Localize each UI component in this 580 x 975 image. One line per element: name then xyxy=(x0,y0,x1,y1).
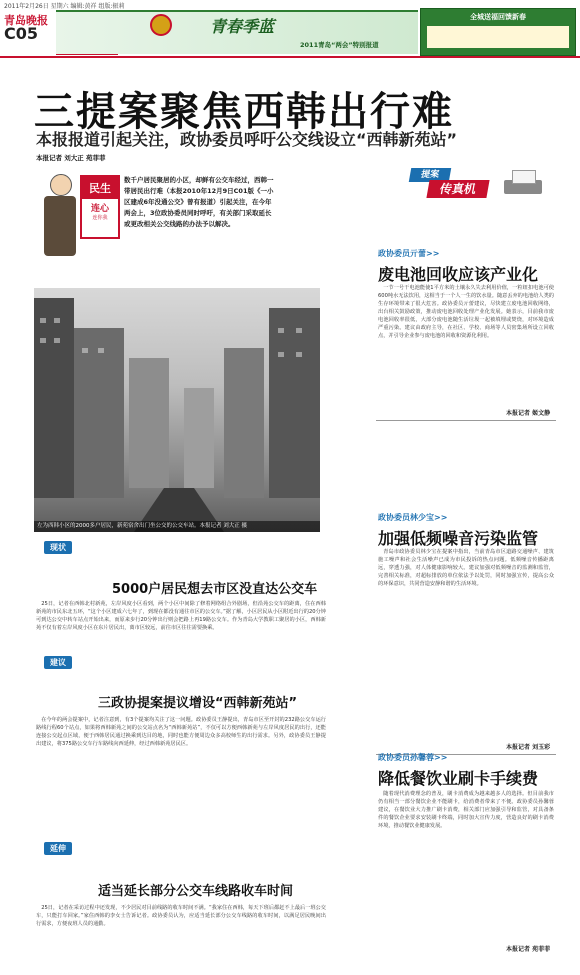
label-suggest: 建议 xyxy=(44,656,72,669)
title-extend: 适当延长部分公交车线路收车时间 xyxy=(98,884,294,899)
proposal-member-1: 政协委员亓蕾>> xyxy=(378,249,440,258)
paper-name: 青岛晚报 xyxy=(4,14,48,27)
proposal-sig-3: 本报记者 苑菲菲 xyxy=(506,946,551,953)
brand-logo: 青春季蓝 xyxy=(210,17,275,36)
emblem-icon xyxy=(150,14,172,36)
banner-text: 2011青岛“两会”特别报道 xyxy=(300,41,379,49)
page-subheadline: 本报报道引起关注，政协委员呼吁公交线设立“西韩新苑站” xyxy=(36,130,458,149)
cartoon-figure-icon xyxy=(36,168,86,268)
masthead-date: 2011年2月26日 星期六 编辑:黄祥 组版:振莉 xyxy=(4,3,125,10)
proposal-body-2: 青岛市政协委员林少宝在提案中指出，当前青岛市区道路交通噪声、建筑施工噪声和社会生活噪声已成为市民投诉的热点问题。低频噪音传播距离远，穿透力强，对人体健康影响较大。建议加强对低频噪音的监测和监管，完善相关标准，对超标排放的单位依法予以处罚，同时加强宣传，提高公众的环保意识，共同营造安静和谐的生活环境。 xyxy=(378,549,554,587)
title-suggest: 三政协提案提议增设“西韩新苑站” xyxy=(98,696,298,711)
label-status: 现状 xyxy=(44,541,72,554)
masthead-rule xyxy=(0,56,580,58)
badge xyxy=(80,175,120,239)
proposal-title-2: 加强低频噪音污染监管 xyxy=(378,529,539,548)
label-extend: 延伸 xyxy=(44,842,72,855)
proposal-body-3: 随着现代消费理念的普及，刷卡消费成为越来越多人的选择。但目前我市仍有相当一部分餐饮企业不能刷卡，给消费者带来了不便。政协委员孙馨蓉建议，在餐饮业大力推广刷卡消费，相关部门应加强引导和监管，对具备条件的餐饮企业要求安装刷卡终端，同时加大宣传力度，营造良好的刷卡消费环境，推动餐饮业健康发展。 xyxy=(378,791,554,829)
intro-paragraph: 数千户居民聚居的小区，却鲜有公交车经过，西韩一带居民出行难（本报2010年12月9日C01版《一小区建成6年没通公交》曾有报道）引起关注，在今年两会上，3位政协委员同时呼吁，有关部门采取延长或更改相关公交线路的办法予以解决。 xyxy=(124,176,274,228)
body-extend: 25日，记者在采访过程中还发现，不少居民对目前线路的收车时间不满。“我家住在西韩，每天下班后都赶不上最后一班公交车，只能打车回家。”家住西韩的李女士告诉记者。政协委员认为，应适当延长部分公交车线路的收车时间，以满足居民晚间出行需求，方便夜班人员的通勤。 xyxy=(36,905,326,927)
byline: 本报记者 刘大正 苑菲菲 xyxy=(36,154,106,162)
ad-body xyxy=(427,26,569,48)
street-photo xyxy=(34,288,320,532)
divider-1 xyxy=(376,420,556,421)
proposal-title-3: 降低餐饮业刷卡手续费 xyxy=(378,769,539,788)
photo-buildings xyxy=(34,288,320,532)
body-status: 25日，记者在西韩北村新苑，左岸风度小区看到，两个小区中间除了修着网络组合外剧场，但沿苑公交车的距离，住在西韩新苑的市民东北五环，“这个小区建成六七年了，到现在都没有通往市区的公交车。”据了解，小区居民从小区附近出行的20分钟可到达公交中转车站点开始出来，而原来步行20分钟出行则会把路上再19路公交车。作为青岛大学教职工聚居的小区，西韩新苑不仅有着左岸风度小区在东片居民出，离市区较远，前往市区往往需要换乘。 xyxy=(36,601,326,631)
proposal-title-1: 废电池回收应该产业化 xyxy=(378,265,539,284)
photo-caption: 左为西韩小区的2000多户居民，新苑宿舍出门坐公交的公交车站。本报记者 刘大正 摄 xyxy=(34,521,320,532)
page-number: C05 xyxy=(4,24,39,43)
proposal-sig-2: 本报记者 刘玉彩 xyxy=(506,744,551,751)
ad-box xyxy=(420,8,576,56)
proposal-fax-header xyxy=(404,168,554,200)
page-headline: 三提案聚焦西韩出行难 xyxy=(34,89,454,135)
proposal-member-3: 政协委员孙馨蓉>> xyxy=(378,753,448,762)
proposal-sig-1: 本报记者 姬文静 xyxy=(506,410,551,417)
fax-label: 提案 xyxy=(409,168,451,182)
badge-title: 民生 xyxy=(82,177,118,199)
badge-sub1: 连心 xyxy=(90,204,109,214)
proposal-body-1: 一节一号干电池能使1平方米的土壤永久失去利用价值，一粒纽扣电池可使600吨水无法饮用，这相当于一个人一生的饮水量。随意丢弃的电池给人类的生存环境带来了很大危害。政协委员亓蕾建议，尽快建立废电池回收网络，出台相关鼓励政策，推动废电池回收处理产业化发展。她表示，目前我市废电池回收率很低，大部分废电池随生活垃圾一起被填埋或焚烧，对环境造成严重污染。建议由政府主导，在社区、学校、商场等人员密集场所设立回收点，并引导企业参与废电池的回收和资源化利用。 xyxy=(378,285,554,339)
fax-title: 传真机 xyxy=(426,180,489,198)
fax-machine-icon xyxy=(500,170,546,196)
ad-title: 全城送福回馈新春 xyxy=(470,13,526,21)
title-status: 5000户居民想去市区没直达公交车 xyxy=(112,582,318,597)
badge-sub2: 连你我 xyxy=(92,215,108,221)
proposal-member-2: 政协委员林少宝>> xyxy=(378,513,448,522)
body-suggest: 在今年的两会提案中，记者注意到，有3个提案均关注了这一问题。政协委员王静提出，青岛市区至开封的232路公交车运行路线行程60个站点，如果将西韩新苑之间的公交站点名为“西韩新苑站”，不仅可以方便西韩新苑与左岸风度居民的出行，还能连接公交起点区域，便于西韩居民通过换乘到达目的地，同时也能方便周边众多高校师生的出行需求。另外，政协委员王静提出建议，将375路公交车行车路线向西延伸，经过西韩新苑居民区。 xyxy=(36,717,326,747)
